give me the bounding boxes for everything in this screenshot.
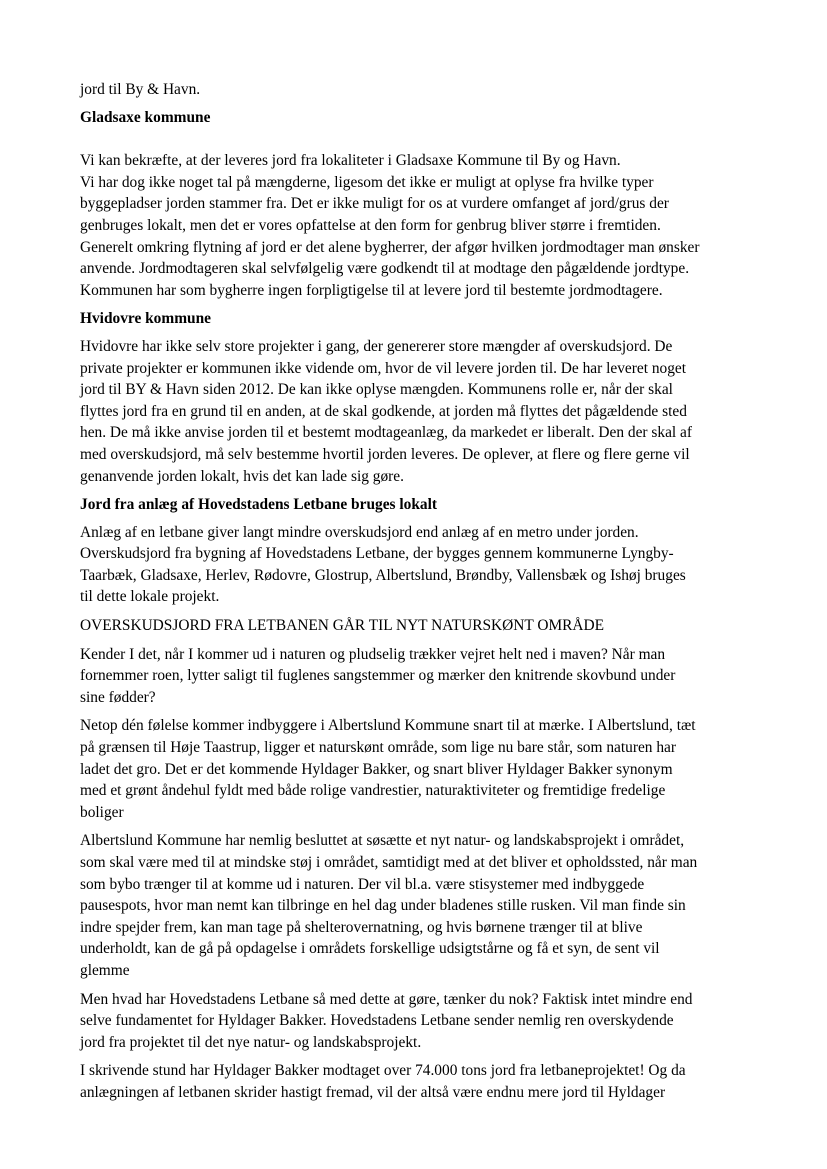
paragraph-hvidovre	[80, 336, 752, 487]
text-line: Vi kan bekræfte, at der leveres jord fra lokaliteter i Gladsaxe Kommune til By og Havn.	[80, 152, 621, 170]
text-line: Albertslund Kommune har nemlig besluttet at søsætte et nyt natur- og landskabsprojekt i området,	[80, 832, 685, 850]
text-line: underholdt, kan de gå på opdagelse i områdets forskellige udsigtstårne og få et syn, de sent vil	[80, 940, 660, 958]
paragraph-letbane-link	[80, 989, 752, 1054]
intro-line: jord til By & Havn.	[80, 81, 201, 98]
heading-hvidovre: Hvidovre kommune	[80, 310, 211, 328]
text-line: flyttes jord fra en grund til en anden, at de skal godkende, at jorden må flyttes det pågældende sted	[80, 402, 687, 420]
text-line: anlægningen af letbanen skrider hastigt fremad, vil der altså være endnu mere jord til Hyldager	[80, 1083, 666, 1101]
text-line: som skal være med til at mindske støj i området, samtidigt med at det bliver et opholdssted, når man	[80, 854, 698, 871]
text-line: som bybo trænger til at komme ud i naturen. Der vil bl.a. være stisystemer med indbyggede	[80, 875, 645, 893]
text-line: boliger	[80, 803, 124, 821]
paragraph-albertslund-area	[80, 715, 752, 823]
text-line: pausespots, hvor man nemt kan tilbringe en hel dag under bladenes stille rusken. Vil man finde sin	[80, 897, 686, 915]
text-line: genbruges lokalt, men det er vores opfattelse at den form for genbrug bliver større i fremtiden.	[80, 216, 661, 234]
document-page	[80, 79, 752, 1104]
text-line: sine fødder?	[80, 688, 156, 706]
text-line: Hvidovre har ikke selv store projekter i gang, der genererer store mængder af overskudsjord. De	[80, 337, 673, 355]
text-line: Taarbæk, Gladsaxe, Herlev, Rødovre, Glostrup, Albertslund, Brøndby, Vallensbæk og Ishøj bruges	[80, 566, 686, 584]
text-line: Kommunen har som bygherre ingen forpligtigelse til at levere jord til bestemte jordmodtagere.	[80, 281, 663, 299]
text-line: på grænsen til Høje Taastrup, ligger et naturskønt område, som lige nu bare står, som naturen har	[80, 739, 676, 757]
text-line: Men hvad har Hovedstadens Letbane så med dette at gøre, tænker du nok? Faktisk intet mindre end	[80, 990, 693, 1008]
text-line: med et grønt åndehul fyldt med både rolige vandrestier, naturaktiviteter og fremtidige fredelige	[80, 782, 666, 800]
text-line: byggepladser jorden stammer fra. Det er ikke muligt for os at vurdere omfanget af jord/grus der	[80, 195, 669, 213]
text-line: ladet det gro. Det er det kommende Hyldager Bakker, og snart bliver Hyldager Bakker synonym	[80, 760, 673, 778]
text-line: Anlæg af en letbane giver langt mindre overskudsjord end anlæg af en metro under jorden.	[80, 523, 639, 541]
text-line: hen. De må ikke anvise jorden til et bestemt modtageanlæg, da markedet er liberalt. Den der skal af	[80, 424, 692, 442]
text-line: fornemmer roen, lytter saligt til fuglenes sangstemmer og mærker den knitrende skovbund under	[80, 667, 676, 685]
text-line: Netop dén følelse kommer indbyggere i Albertslund Kommune snart til at mærke. I Albertslund, tæt	[80, 717, 696, 735]
text-line: I skrivende stund har Hyldager Bakker modtaget over 74.000 tons jord fra letbaneprojektet! Og da	[80, 1062, 686, 1080]
caps-heading: OVERSKUDSJORD FRA LETBANEN GÅR TIL NYT NATURSKØNT OMRÅDE	[80, 617, 605, 635]
text-line: glemme	[80, 961, 130, 979]
text-line: private projekter er kommunen ikke vidende om, hvor de vil levere jorden til. De har leveret noget	[80, 359, 687, 377]
text-line: til dette lokale projekt.	[80, 588, 220, 606]
text-line: selve fundamentet for Hyldager Bakker. Hovedstadens Letbane sender nemlig ren overskydende	[80, 1012, 674, 1030]
paragraph-landscape-project	[80, 830, 752, 981]
text-line: jord til BY & Havn siden 2012. De kan ikke oplyse mængden. Kommunens rolle er, når der skal	[80, 381, 673, 399]
text-line: med overskudsjord, må selv bestemme hvortil jorden leveres. De oplever, at flere og flere gerne vil	[80, 445, 690, 463]
heading-gladsaxe: Gladsaxe kommune	[80, 108, 211, 126]
text-line: anvende. Jordmodtageren skal selvfølgelig være godkendt til at modtage den pågældende jordtype.	[80, 260, 690, 278]
paragraph-tonnage	[80, 1060, 752, 1103]
text-line: Kender I det, når I kommer ud i naturen og pludselig trækker vejret helt ned i maven? Når man	[80, 645, 666, 663]
text-line: Vi har dog ikke noget tal på mængderne, ligesom det ikke er muligt at oplyse fra hvilke typer	[80, 173, 654, 191]
text-line: genanvende jorden lokalt, hvis det kan lade sig gøre.	[80, 467, 404, 485]
paragraph-gladsaxe	[80, 150, 752, 301]
heading-letbane: Jord fra anlæg af Hovedstadens Letbane bruges lokalt	[80, 496, 437, 514]
paragraph-nature-intro	[80, 644, 752, 709]
text-line: jord fra projektet til det nye natur- og landskabsprojekt.	[80, 1033, 422, 1051]
text-line: Overskudsjord fra bygning af Hovedstadens Letbane, der bygges gennem kommunerne Lyngby-	[80, 545, 674, 563]
paragraph-letbane	[80, 522, 752, 608]
text-line: Generelt omkring flytning af jord er det alene bygherrer, der afgør hvilken jordmodtager man ønsker	[80, 238, 700, 256]
text-line: indre spejder frem, kan man tage på shelterovernatning, og hvis børnene trænger til at blive	[80, 918, 643, 936]
